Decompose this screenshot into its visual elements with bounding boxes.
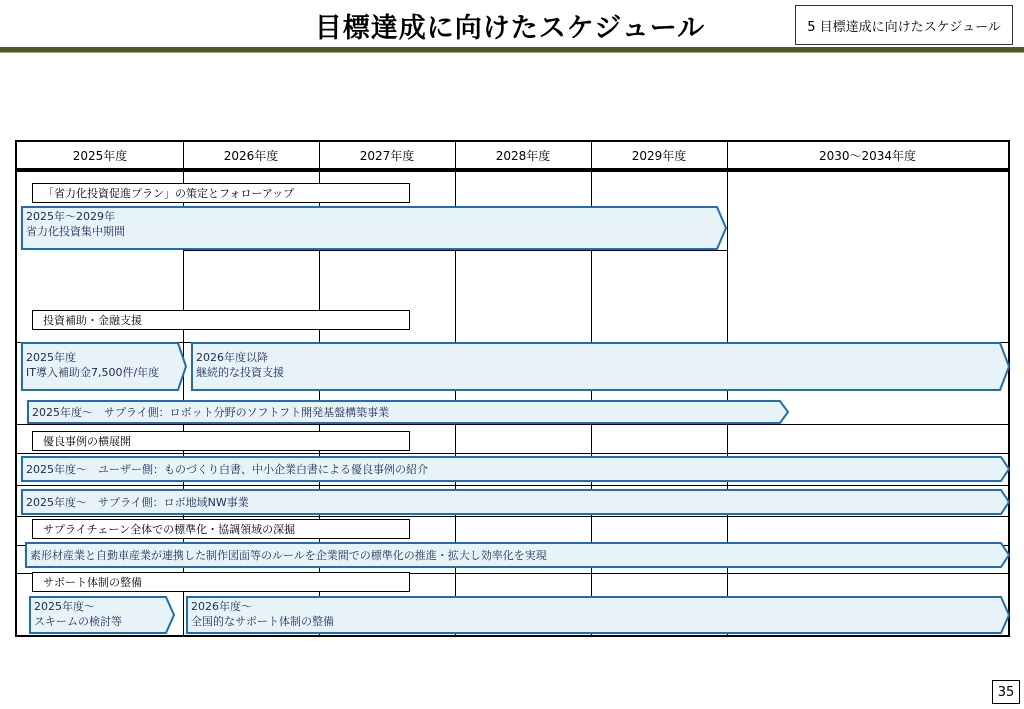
year-header-2027: 2027年度 [359,148,415,163]
arrow-line: 省力化投資集中期間 [26,225,125,238]
arrow-line: 2025年度～ ユーザー側：ものづくり白書、中小企業白書による優良事例の紹介 [26,462,428,476]
arrow-scheme-review [29,596,175,634]
arrow-continuous-support [191,342,1010,391]
year-header-2025: 2025年度 [72,148,128,163]
arrow-line: 2026年度以降 [196,351,268,364]
category-label-subsidy: 投資補助・金融支援 [32,310,410,330]
category-label-best-practice: 優良事例の横展開 [32,431,410,451]
page-number: 35 [992,680,1020,704]
arrow-line: 2026年度～ [191,600,252,613]
category-label-plan: 「省力化投資促進プラン」の策定とフォローアップ [32,183,410,203]
arrow-line: 素形材産業と自動車産業が連携した制作図面等のルールを企業間での標準化の推進・拡大し効率化を実現 [30,548,547,562]
year-header-2030-2034: 2030～2034年度 [818,148,917,163]
grid-hline [17,485,1008,486]
arrow-line: スキームの検討等 [34,615,122,628]
grid-hline [17,516,1008,517]
year-header-2028: 2028年度 [495,148,551,163]
section-label: 5 目標達成に向けたスケジュール [795,5,1013,45]
arrow-monozukuri [21,456,1010,482]
header-rule-accent [0,52,1024,53]
grid-hline [183,250,727,251]
arrow-line: 2025年度～ サプライ側：ロボ地域NW事業 [26,495,249,509]
header-divider [17,168,1008,172]
arrow-line: IT導入補助金7,500件/年度 [26,366,160,379]
arrow-standardization [25,542,1010,568]
category-label-supply-chain: サプライチェーン全体での標準化・協調領域の深掘 [32,519,410,539]
arrow-line: 2025年度～ サプライ側：ロボット分野のソフトフト開発基盤構築事業 [32,405,390,419]
year-header-2026: 2026年度 [223,148,279,163]
year-header-2029: 2029年度 [631,148,687,163]
arrow-nationwide-support [186,596,1010,634]
arrow-robot-local [21,489,1010,515]
grid-hline [17,424,1008,425]
page-title: 目標達成に向けたスケジュール [314,13,706,44]
arrow-intensive-period [21,206,727,250]
arrow-line: 2025年度 [26,351,76,364]
arrow-robot-software [27,400,789,424]
arrow-it-subsidy [21,342,187,391]
arrow-line: 2025年度～ [34,600,95,613]
category-label-support: サポート体制の整備 [32,572,410,592]
arrow-line: 全国的なサポート体制の整備 [191,615,334,628]
grid-hline [17,453,1008,454]
schedule-table [15,140,1010,637]
arrow-line: 2025年～2029年 [26,210,115,223]
arrow-line: 継続的な投資支援 [196,366,284,379]
